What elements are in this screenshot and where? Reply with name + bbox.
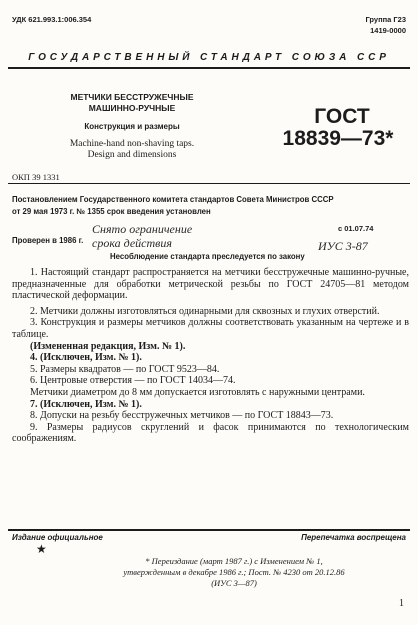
no-violation-notice: Несоблюдение стандарта преследуется по закону xyxy=(110,252,305,261)
edition-official: Издание официальное xyxy=(12,533,103,542)
star-icon: ★ xyxy=(36,542,47,556)
header-rule xyxy=(8,67,410,69)
footer-rule xyxy=(8,529,410,531)
gost-number: 18839—73* xyxy=(282,127,394,150)
reprint-prohibited: Перепечатка воспрещена xyxy=(301,533,406,542)
title-ru xyxy=(22,92,242,114)
clause-9: 9. Размеры радиусов скруглений и фасок принимаются по технологическим соображениям. xyxy=(12,421,409,445)
clause-7: 7. (Исключен, Изм. № 1). xyxy=(30,398,142,410)
decree-line2: от 29 мая 1973 г. № 1355 срок введения установлен xyxy=(12,207,211,216)
reissue-line1: * Переиздание (март 1987 г.) с Изменением № 1, xyxy=(145,556,323,566)
handwriting-line1: Снято ограничение xyxy=(92,222,193,236)
clause-3-note: (Измененная редакция, Изм. № 1). xyxy=(30,340,186,352)
group-label: Группа Г23 xyxy=(365,15,406,24)
effective-date: с 01.07.74 xyxy=(338,224,374,233)
okp-code: ОКП 39 1331 xyxy=(12,172,60,182)
clause-4: 4. (Исключен, Изм. № 1). xyxy=(30,352,142,364)
decree-line1: Постановлением Государственного комитета стандартов Совета Министров СССР xyxy=(12,195,334,204)
clause-2: 2. Метчики должны изготовляться одинарными для сквозных и глухих отверстий. xyxy=(30,305,380,317)
title-en-line2: Design and dimensions xyxy=(87,150,177,160)
decree-text xyxy=(12,194,407,218)
handwritten-note xyxy=(92,222,192,250)
title-ru-line2: МАШИННО-РУЧНЫЕ xyxy=(88,103,176,113)
group-block xyxy=(365,14,406,36)
clause-5: 5. Размеры квадратов — по ГОСТ 9523—84. xyxy=(30,363,220,375)
okp-rule xyxy=(8,183,410,184)
gost-label: ГОСТ xyxy=(314,105,370,128)
gov-standard-title: ГОСУДАРСТВЕННЫЙ СТАНДАРТ СОЮЗА ССР xyxy=(28,52,390,63)
clause-8: 8. Допуски на резьбу бесстружечных метчиков — по ГОСТ 18843—73. xyxy=(30,410,334,422)
clause-6-extra: Метчики диаметром до 8 мм допускается изготовлять с наружными центрами. xyxy=(30,386,365,398)
reissue-note xyxy=(60,556,408,589)
clause-6: 6. Центровые отверстия — по ГОСТ 14034—74. xyxy=(30,375,236,387)
page-number: 1 xyxy=(399,598,404,609)
udk-code: УДК 621.993.1:006.354 xyxy=(12,15,92,24)
handwriting-line2: срока действия xyxy=(92,236,172,250)
title-en xyxy=(22,139,242,161)
handwritten-ius-ref: ИУС 3-87 xyxy=(318,239,368,253)
clause-3: 3. Конструкция и размеры метчиков должны соответствовать указанным на чертеже и в таблице. xyxy=(12,317,409,340)
subtitle-ru: Конструкция и размеры xyxy=(84,122,180,131)
group-code: 1419-0000 xyxy=(370,26,406,35)
checked-year: Проверен в 1986 г. xyxy=(12,236,84,245)
reissue-line3: (ИУС 3—87) xyxy=(211,578,257,588)
title-en-line1: Machine-hand non-shaving taps. xyxy=(69,139,195,149)
title-ru-line1: МЕТЧИКИ БЕССТРУЖЕЧНЫЕ xyxy=(70,92,194,102)
standard-body xyxy=(12,267,409,445)
reissue-line2: утвержденным в декабре 1986 г.; Пост. № 4230 от 20.12.86 xyxy=(123,567,345,577)
clause-1: 1. Настоящий стандарт распространяется на метчики бесстружечные машинно-ручные, предназначенные для обработки метрической резьбы по ГОСТ 24705—81 методом пластической деформации. xyxy=(12,267,409,302)
